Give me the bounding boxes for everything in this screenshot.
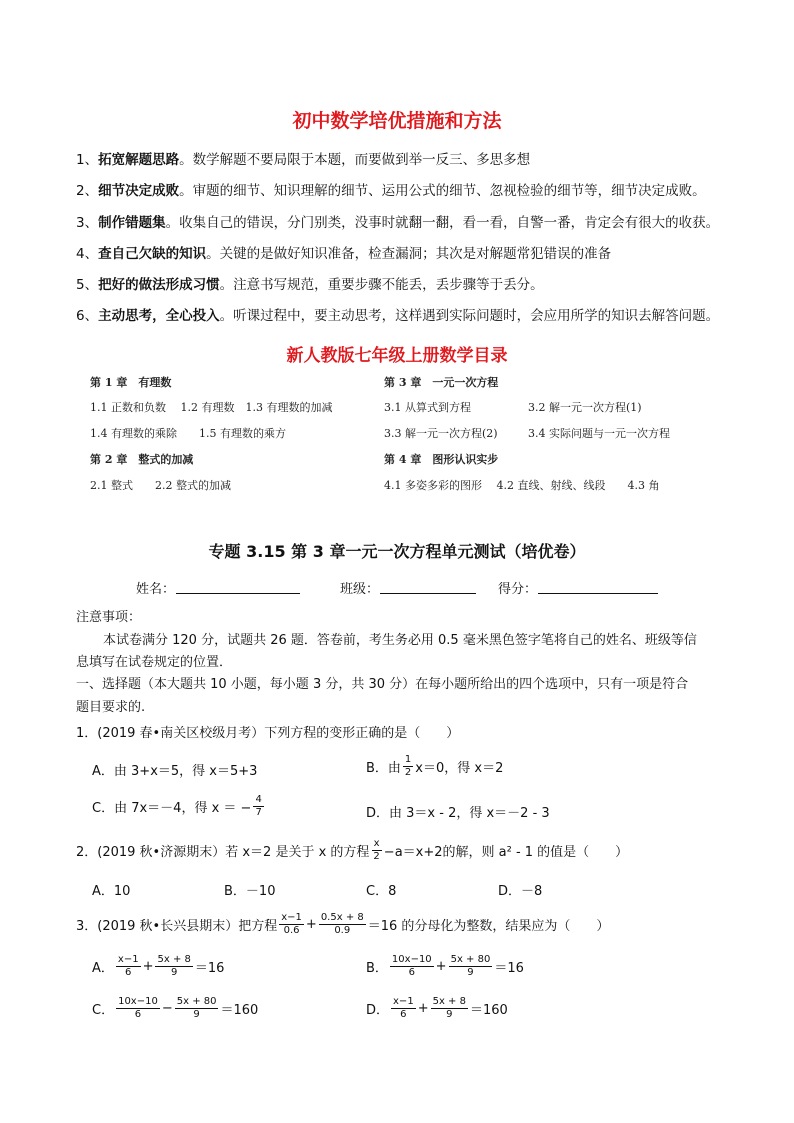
q3-option-a[interactable]: A． $\frac{x-1}{6}$ + $\frac{5x + 8}{9}$ ＝16 (92, 954, 225, 978)
tip-1: 1、拓宽解题思路。数学解题不要局限于本题，而要做到举一反三、多思多想 (76, 152, 531, 168)
q2-option-d[interactable]: D．－8 (498, 884, 543, 899)
toc-ch4-head: 第 4 章 图形认识实步 (384, 453, 499, 466)
q3-stem: 3．(2019 秋•长兴县期末）把方程 $\frac{x-1}{0.6}$ + $\frac{0.5x + 8}{0.9}$ ＝16 的分母化为整数，结果应为（ ） (76, 912, 610, 936)
score-field[interactable] (538, 593, 658, 594)
class-field[interactable] (380, 593, 476, 594)
notice-line-1: 本试卷满分 120 分，试题共 26 题．答卷前，考生务必用 0.5 毫米黑色签字笔将自己的姓名、班级等信 (103, 633, 697, 648)
q2-stem: 2．(2019 秋•济源期末）若 x＝2 是关于 x 的方程 $\frac{x}{2}$ −a＝x+2的解，则 a² - 1 的值是（ ） (76, 838, 629, 862)
q2-option-b[interactable]: B．－10 (224, 884, 276, 899)
toc-title: 新人教版七年级上册数学目录 (286, 346, 508, 366)
toc-ch3-row1a: 3.1 从算式到方程 (384, 401, 471, 414)
toc-ch3-head: 第 3 章 一元一次方程 (384, 376, 499, 389)
q3-option-c[interactable]: C． $\frac{10x-10}{6}$ − $\frac{5x + 80}{9}$ ＝160 (92, 996, 259, 1020)
q1-option-b[interactable]: B．由 $\frac{1}{2}$ x＝0，得 x＝2 (366, 754, 504, 778)
notice-line-2: 息填写在试卷规定的位置． (76, 655, 233, 670)
name-label: 姓名： (136, 582, 176, 597)
score-label: 得分： (498, 582, 538, 597)
toc-ch1-head: 第 1 章 有理数 (90, 376, 172, 389)
toc-ch3-row2b: 3.4 实际问题与一元一次方程 (528, 427, 670, 440)
toc-ch1-row2: 1.4 有理数的乘除 1.5 有理数的乘方 (90, 427, 286, 440)
tip-4: 4、查自己欠缺的知识。关键的是做好知识准备，检查漏洞；其次是对解题常犯错误的准备 (76, 246, 612, 262)
notice-heading: 注意事项： (76, 610, 142, 625)
tip-5: 5、把好的做法形成习惯。注意书写规范，重要步骤不能丢，丢步骤等于丢分。 (76, 277, 544, 293)
name-field[interactable] (176, 593, 300, 594)
exam-title: 专题 3.15 第 3 章一元一次方程单元测试（培优卷） (208, 542, 586, 561)
q3-option-b[interactable]: B． $\frac{10x-10}{6}$ + $\frac{5x + 80}{9}$ ＝16 (366, 954, 524, 978)
q1-option-c[interactable]: C．由 7x＝－4，得 x ＝ − $\frac{4}{7}$ (92, 794, 262, 818)
section-line-1: 一、选择题（本大题共 10 小题，每小题 3 分，共 30 分）在每小题所给出的四个选项中，只有一项是符合 (76, 677, 689, 692)
section-line-2: 题目要求的. (76, 700, 146, 715)
toc-ch1-row1: 1.1 正数和负数 1.2 有理数 1.3 有理数的加减 (90, 401, 333, 414)
tip-2: 2、细节决定成败。审题的细节、知识理解的细节、运用公式的细节、忽视检验的细节等，细节决定成败。 (76, 183, 706, 199)
toc-ch2-row1: 2.1 整式 2.2 整式的加减 (90, 479, 231, 492)
q1-option-a[interactable]: A．由 3+x＝5，得 x＝5+3 (92, 764, 258, 779)
q2-option-c[interactable]: C．8 (366, 884, 397, 899)
tip-6: 6、主动思考，全心投入。听课过程中，要主动思考，这样遇到实际问题时，会应用所学的知识去解答问题。 (76, 308, 720, 324)
q1-stem: 1．(2019 春•南关区校级月考）下列方程的变形正确的是（ ） (76, 726, 460, 741)
q3-option-d[interactable]: D． $\frac{x-1}{6}$ + $\frac{5x + 8}{9}$ ＝160 (366, 996, 508, 1020)
page-title: 初中数学培优措施和方法 (292, 110, 502, 132)
toc-ch2-head: 第 2 章 整式的加减 (90, 453, 194, 466)
q1-option-d[interactable]: D．由 3＝x - 2，得 x＝－2 - 3 (366, 806, 550, 821)
toc-ch3-row2a: 3.3 解一元一次方程(2) (384, 427, 498, 440)
toc-ch3-row1b: 3.2 解一元一次方程(1) (528, 401, 642, 414)
toc-ch4-row1: 4.1 多姿多彩的图形 4.2 直线、射线、线段 4.3 角 (384, 479, 660, 492)
tip-3: 3、制作错题集。收集自己的错误，分门别类，没事时就翻一翻，看一看，自警一番，肯定会有很大的收获。 (76, 215, 720, 231)
class-label: 班级： (340, 582, 380, 597)
q2-option-a[interactable]: A．10 (92, 884, 131, 899)
